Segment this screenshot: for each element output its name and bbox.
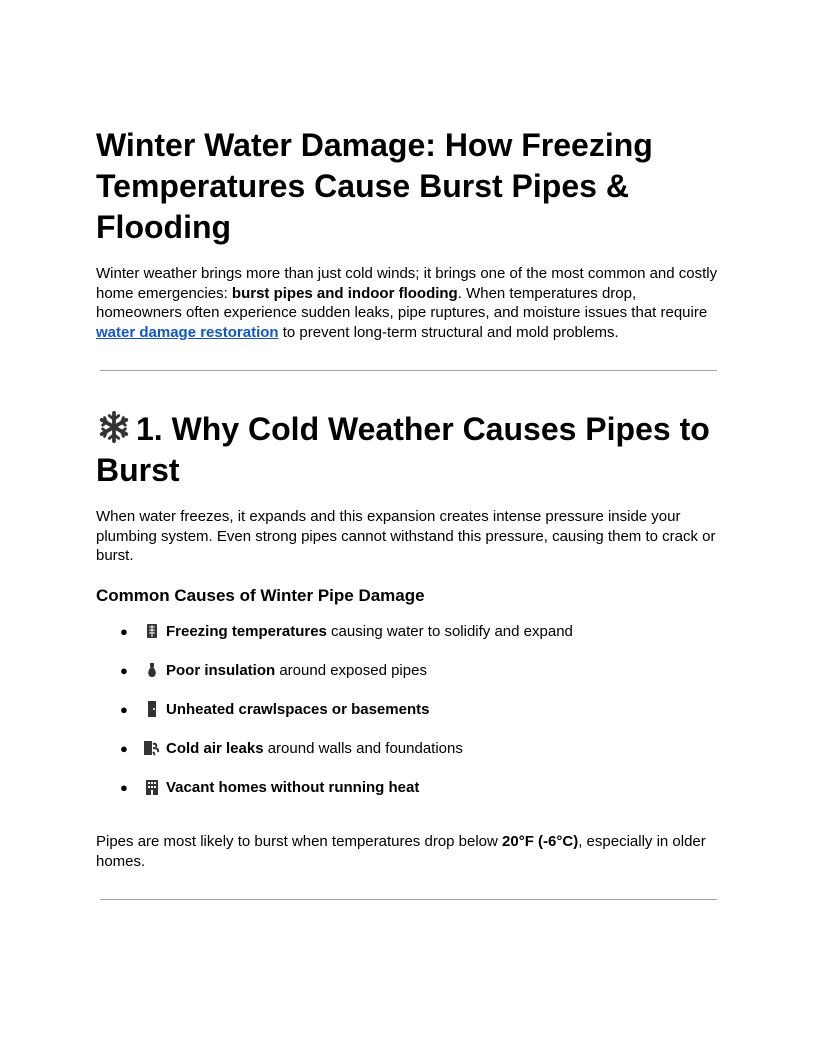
list-item [96, 700, 573, 739]
intro-paragraph [96, 264, 726, 342]
causes-list [96, 622, 573, 817]
closing-paragraph [96, 832, 726, 871]
intro-text-3: to prevent long-term structural and mold problems. [278, 323, 619, 341]
cause-bold: Freezing temperatures [166, 623, 327, 640]
intro-text-1: Winter weather brings more than just cold winds; it brings one of the most common and costly home emergencies: [96, 265, 718, 302]
temperature-threshold: 20°F (-6°C) [502, 833, 579, 850]
cause-bold: Unheated crawlspaces or basements [166, 701, 430, 718]
bullet: ● [120, 702, 128, 717]
pipe-icon [144, 662, 160, 678]
horizontal-rule [100, 899, 717, 900]
list-item [96, 622, 573, 661]
intro-bold-text: burst pipes and indoor flooding [231, 284, 458, 302]
section-heading-text: 1. Why Cold Weather Causes Pipes to Burst [96, 411, 710, 488]
cause-bold: Cold air leaks [166, 740, 264, 757]
cause-text: around exposed pipes [275, 662, 427, 679]
section-body: When water freezes, it expands and this expansion creates intense pressure inside your plumbing system. Even strong pipes cannot withstand this pressure, causing them to crack or burst. [96, 508, 716, 564]
section-heading [96, 409, 736, 491]
house-icon [144, 779, 160, 795]
cause-text: causing water to solidify and expand [326, 623, 573, 640]
bullet: ● [120, 663, 128, 678]
wind-icon [144, 740, 160, 756]
closing-text-2: , especially in older homes. [96, 833, 706, 870]
cause-bold: Vacant homes without running heat [166, 779, 420, 796]
cause-bold: Poor insulation [166, 662, 276, 679]
bullet: ● [120, 741, 128, 756]
bullet: ● [120, 780, 128, 795]
subheading: Common Causes of Winter Pipe Damage [96, 586, 425, 605]
list-item [96, 739, 573, 778]
snowflake-icon [96, 410, 132, 444]
page-title: Winter Water Damage: How Freezing Temperatures Cause Burst Pipes & Flooding [96, 127, 653, 245]
water-damage-restoration-link[interactable]: water damage restoration [96, 323, 279, 341]
horizontal-rule [100, 370, 717, 371]
bullet: ● [120, 624, 128, 639]
list-item [96, 661, 573, 700]
cause-text: around walls and foundations [263, 740, 463, 757]
thermometer-icon [144, 623, 160, 639]
list-item [96, 778, 573, 817]
intro-text-2: . When temperatures drop, homeowners often experience sudden leaks, pipe ruptures, and moisture issues that require [96, 284, 708, 321]
door-icon [144, 701, 160, 717]
closing-text-1: Pipes are most likely to burst when temperatures drop below [96, 833, 503, 850]
